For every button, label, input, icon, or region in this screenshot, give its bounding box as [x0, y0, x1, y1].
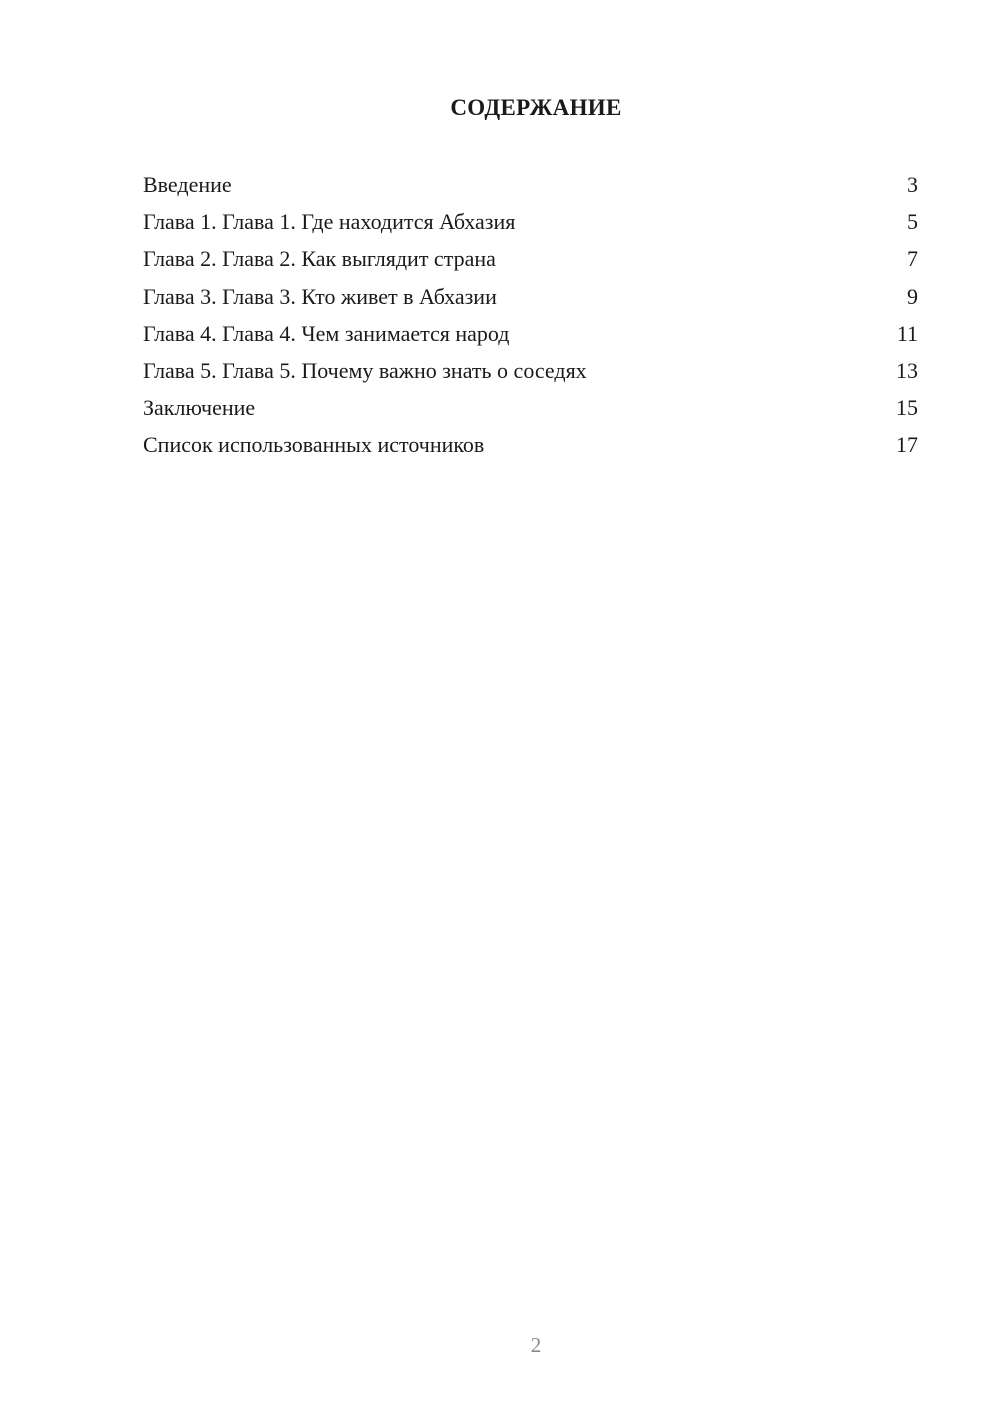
- toc-entry-page: 7: [907, 246, 918, 272]
- toc-entry: [143, 168, 918, 205]
- toc-entry-label: Глава 1. Глава 1. Где находится Абхазия: [143, 209, 516, 235]
- toc-entry: [143, 280, 918, 317]
- toc-entry-page: 5: [907, 209, 918, 235]
- toc-entry-page: 9: [907, 283, 918, 309]
- toc-entry-label: Глава 2. Глава 2. Как выглядит страна: [143, 246, 496, 272]
- page-number: 2: [530, 1333, 542, 1357]
- toc-entry-label: Заключение: [143, 395, 256, 421]
- toc-entry-page: 11: [896, 320, 918, 346]
- toc-entry: [143, 428, 918, 465]
- toc-entry-page: 15: [896, 395, 918, 421]
- toc-entry-label: Глава 5. Глава 5. Почему важно знать о соседях: [143, 357, 587, 383]
- toc-heading: СОДЕРЖАНИЕ: [450, 95, 622, 120]
- toc-entry: [143, 354, 918, 391]
- toc-entry-page: 13: [896, 357, 918, 383]
- toc-entry: [143, 391, 918, 428]
- toc-entry-label: Глава 3. Глава 3. Кто живет в Абхазии: [143, 283, 497, 309]
- toc-entry-label: Глава 4. Глава 4. Чем занимается народ: [143, 320, 510, 346]
- toc-entry: [143, 317, 918, 354]
- toc-entry-page: 3: [907, 172, 918, 197]
- toc-entry: [143, 242, 918, 279]
- toc-entry-label: Список использованных источников: [143, 432, 485, 458]
- toc-entry-page: 17: [896, 432, 918, 458]
- toc-entry-label: Введение: [143, 172, 232, 197]
- toc-entry: [143, 205, 918, 242]
- table-of-contents: [143, 168, 918, 466]
